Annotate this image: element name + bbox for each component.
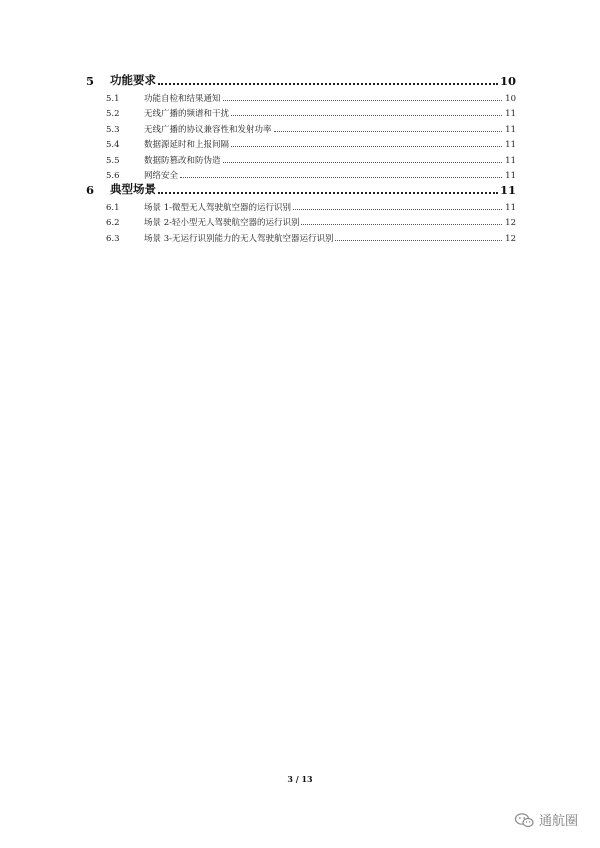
wechat-icon [514, 812, 534, 828]
toc-entry-number: 5.3 [106, 124, 120, 135]
page-number: 3 / 13 [287, 774, 313, 784]
toc-entry[interactable] [86, 88, 516, 104]
toc-entry-page: 12 [505, 218, 516, 228]
toc-entry-title: 功能要求 [110, 73, 156, 87]
toc-leader-dots [180, 176, 502, 178]
toc-leader-dots [335, 239, 502, 241]
toc-entry[interactable] [86, 135, 516, 151]
toc-entry-page: 11 [505, 140, 516, 150]
toc-entry-number: 5 [86, 74, 95, 88]
toc-entry-page: 12 [505, 233, 516, 244]
toc-entry-number: 6.3 [106, 233, 120, 244]
toc-entry[interactable] [86, 197, 516, 213]
toc-entry-title: 网络安全 [144, 171, 179, 181]
toc-entry-title: 功能自检和结果通知 [144, 93, 221, 104]
toc-entry-number: 5.4 [106, 140, 120, 150]
toc-entry[interactable] [86, 104, 516, 120]
toc-leader-dots [223, 161, 502, 163]
toc-leader-dots [223, 99, 502, 101]
toc-leader-dots [158, 82, 498, 85]
toc-entry-page: 11 [505, 171, 516, 181]
toc-leader-dots [231, 114, 502, 116]
toc-entry-page: 11 [499, 183, 516, 197]
toc-entry-number: 5.1 [106, 93, 120, 104]
toc-entry-title: 无线广播的协议兼容性和发射功率 [144, 124, 272, 135]
toc-entry-page: 10 [505, 93, 516, 104]
toc-entry[interactable] [86, 228, 516, 244]
toc-entry-number: 5.5 [106, 155, 120, 166]
toc-entry-page: 11 [505, 109, 516, 119]
toc-entry[interactable] [86, 72, 516, 88]
toc-entry-number: 6 [86, 183, 95, 197]
toc-entry-title: 场景 2-轻小型无人驾驶航空器的运行识别 [144, 218, 300, 228]
toc-entry-title: 场景 3-无运行识别能力的无人驾驶航空器运行识别 [144, 233, 334, 244]
toc-entry[interactable] [86, 150, 516, 166]
toc-entry-page: 11 [505, 124, 516, 135]
toc-leader-dots [274, 130, 502, 132]
toc-entry[interactable] [86, 181, 516, 197]
watermark-text: 通航圈 [539, 814, 579, 829]
toc-leader-dots [231, 145, 502, 147]
toc-entry-number: 6.2 [106, 218, 120, 228]
toc-entry-page: 10 [499, 74, 516, 88]
toc-entry-title: 场景 1-微型无人驾驶航空器的运行识别 [144, 202, 291, 213]
table-of-contents [86, 72, 516, 244]
toc-entry-title: 典型场景 [110, 182, 156, 196]
toc-entry[interactable] [86, 213, 516, 229]
toc-entry-number: 5.2 [106, 109, 120, 119]
toc-entry-title: 数据防篡改和防伪造 [144, 155, 221, 166]
toc-entry[interactable] [86, 119, 516, 135]
page-footer [0, 774, 600, 784]
toc-entry-title: 无线广播的频谱和干扰 [144, 109, 230, 119]
toc-entry[interactable] [86, 166, 516, 182]
toc-entry-title: 数据源延时和上报间隔 [144, 140, 230, 150]
toc-leader-dots [158, 191, 498, 194]
toc-entry-page: 11 [505, 155, 516, 166]
toc-entry-number: 5.6 [106, 171, 120, 181]
watermark [514, 810, 578, 829]
toc-entry-page: 11 [505, 202, 516, 213]
toc-leader-dots [293, 208, 502, 210]
toc-leader-dots [301, 223, 502, 225]
toc-entry-number: 6.1 [106, 202, 120, 213]
